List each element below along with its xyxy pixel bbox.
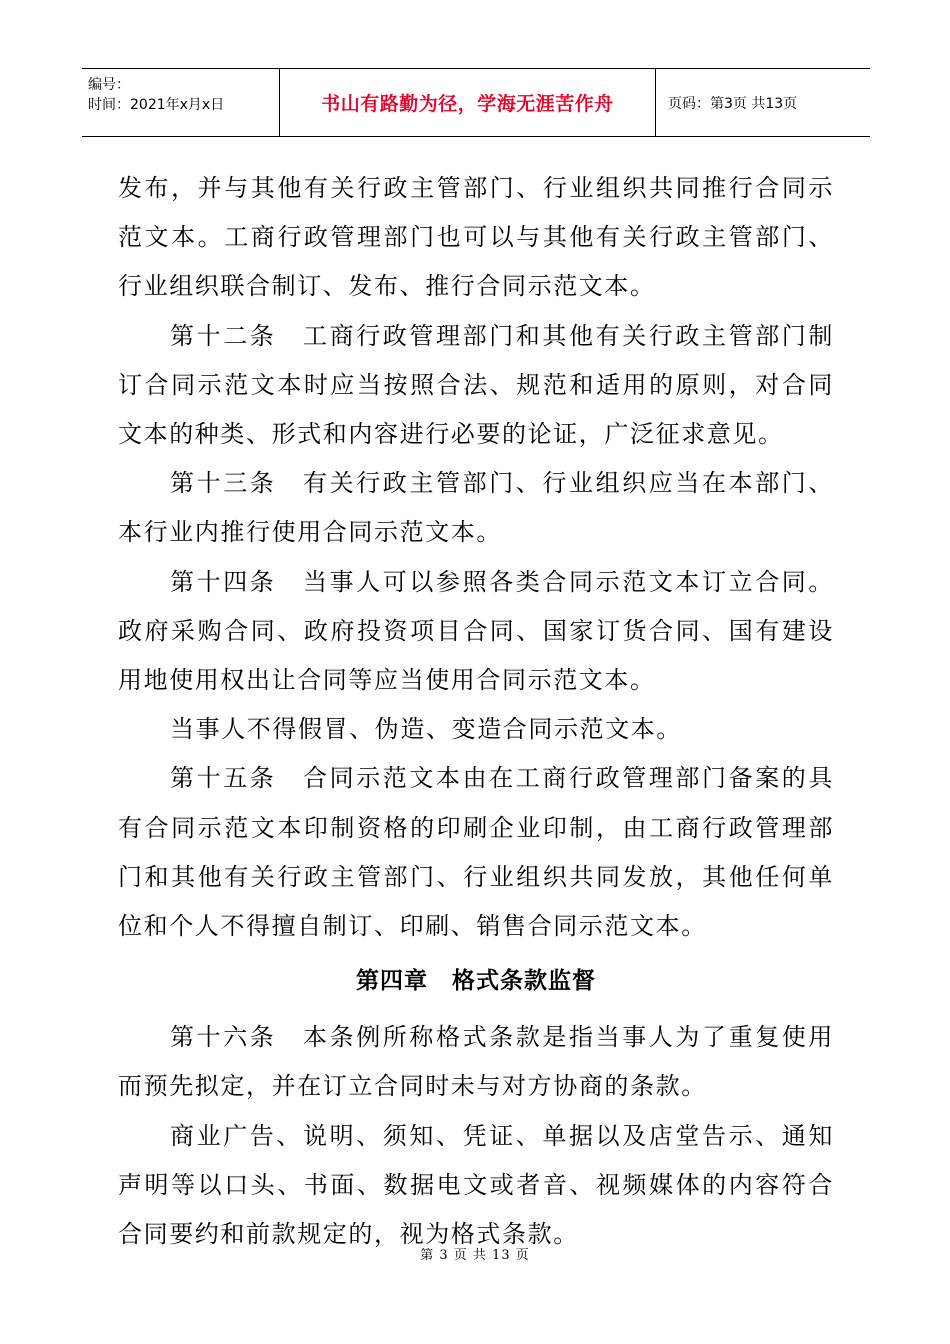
paragraph: 第十六条 本条例所称格式条款是指当事人为了重复使用而预先拟定，并在订立合同时未与对方协商的条款。 — [118, 1023, 834, 1101]
paragraph: 第十四条 当事人可以参照各类合同示范文本订立合同。政府采购合同、政府投资项目合同、国家订货合同、国有建设用地使用权出让合同等应当使用合同示范文本。 — [118, 567, 834, 695]
paragraph: 商业广告、说明、须知、凭证、单据以及店堂告示、通知声明等以口头、书面、数据电文或者音、视频媒体的内容符合合同要约和前款规定的，视为格式条款。 — [118, 1121, 834, 1249]
paragraph: 第十三条 有关行政主管部门、行业组织应当在本部门、本行业内推行使用合同示范文本。 — [118, 469, 834, 547]
header-motto: 书山有路勤为径，学海无涯苦作舟 — [280, 69, 656, 136]
paragraph: 第十五条 合同示范文本由在工商行政管理部门备案的具有合同示范文本印制资格的印刷企业印制，由工商行政管理部门和其他有关行政主管部门、行业组织共同发放，其他任何单位和个人不得擅自制订、印刷、销售合同示范文本。 — [118, 764, 834, 941]
page-header — [82, 68, 870, 137]
document-body — [118, 164, 834, 1259]
time-label: 时间：2021年x月x日 — [88, 97, 225, 113]
page-footer: 第 3 页 共 13 页 — [420, 1248, 530, 1263]
chapter-heading: 第四章 格式条款监督 — [356, 968, 596, 995]
number-label: 编号： — [88, 77, 130, 93]
paragraph: 当事人不得假冒、伪造、变造合同示范文本。 — [170, 715, 682, 744]
header-meta-cell — [82, 69, 280, 136]
paragraph: 发布，并与其他有关行政主管部门、行业组织共同推行合同示范文本。工商行政管理部门也可以与其他有关行政主管部门、行业组织联合制订、发布、推行合同示范文本。 — [118, 174, 834, 301]
header-page-info: 页码：第3页 共13页 — [668, 95, 798, 112]
paragraph: 第十二条 工商行政管理部门和其他有关行政主管部门制订合同示范文本时应当按照合法、规范和适用的原则，对合同文本的种类、形式和内容进行必要的论证，广泛征求意见。 — [118, 321, 834, 449]
